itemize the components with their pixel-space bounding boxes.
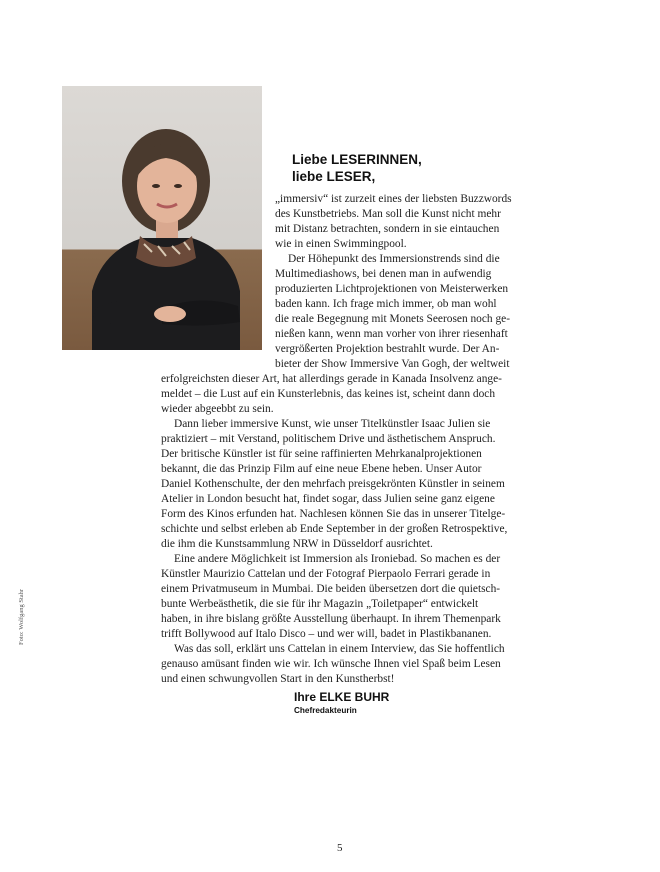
body-line: Daniel Kothenschulte, der den mehrfach preisgekrönten Künstler in seinem bbox=[161, 478, 505, 490]
body-line: praktiziert – mit Verstand, politischem Drive und ästhetischem Anspruch. bbox=[161, 433, 496, 445]
body-line: des Kunstbetriebs. Man soll die Kunst nicht mehr bbox=[275, 208, 501, 220]
body-line: bieter der Show Immersive Van Gogh, der weltweit bbox=[275, 358, 510, 370]
body-line: Form des Kinos erfunden hat. Nachlesen können Sie das in unserer Titelge- bbox=[161, 508, 506, 520]
body-line: Der britische Künstler ist für seine raffinierten Mehrkanalprojektionen bbox=[161, 448, 482, 460]
body-line: mit Distanz betrachten, sondern in sie eintauchen bbox=[275, 223, 500, 235]
greeting-line-1: Liebe LESERINNEN, bbox=[292, 152, 422, 167]
body-line: erfolgreichsten dieser Art, hat allerdings gerade in Kanada Insolvenz ange- bbox=[161, 373, 502, 385]
body-line: wieder abgeebbt zu sein. bbox=[161, 403, 274, 415]
body-line: Künstler Maurizio Cattelan und der Fotograf Pierpaolo Ferrari gerade in bbox=[161, 568, 491, 580]
body-line: Atelier in London besucht hat, findet sogar, dass Julien seine ganz eigene bbox=[161, 493, 495, 505]
author-photo bbox=[62, 86, 262, 350]
body-line: Der Höhepunkt des Immersionstrends sind die bbox=[288, 253, 500, 265]
body-line: haben, in ihre bislang größte Ausstellung überhaupt. In ihrem Themenpark bbox=[161, 613, 501, 625]
body-line: meldet – die Lust auf ein Kunsterlebnis, das keines ist, scheint dann doch bbox=[161, 388, 496, 400]
body-line: Multimediashows, bei denen man in aufwendig bbox=[275, 268, 492, 280]
body-line: nießen kann, wenn man vorher von ihrer riesenhaft bbox=[275, 328, 508, 340]
body-line: die ihm die Kunstsammlung NRW in Düsseldorf ausrichtet. bbox=[161, 538, 433, 550]
body-line: Dann lieber immersive Kunst, wie unser Titelkünstler Isaac Julien sie bbox=[174, 418, 491, 430]
body-line: produzierten Lichtprojektionen von Meisterwerken bbox=[275, 283, 509, 295]
body-line: trifft Bollywood auf Italo Disco – und wer will, badet in Plastikbananen. bbox=[161, 628, 492, 640]
body-line: wie in einen Swimmingpool. bbox=[275, 238, 407, 250]
body-line: und einen schwungvollen Start in den Kunstherbst! bbox=[161, 673, 395, 685]
body-line: Was das soll, erklärt uns Cattelan in einem Interview, das Sie hoffentlich bbox=[174, 643, 505, 655]
body-line: schichte und selbst erleben ab Ende September in der großen Retrospektive, bbox=[161, 523, 508, 535]
body-line: einem Privatmuseum in Mumbai. Die beiden übersetzen dort die quietsch- bbox=[161, 583, 501, 595]
body-line: bunte Werbeästhetik, die sie für ihr Magazin „Toiletpaper“ entwickelt bbox=[161, 598, 479, 610]
body-line: baden kann. Ich frage mich immer, ob man wohl bbox=[275, 298, 497, 310]
body-line: bekannt, die das Prinzip Film auf eine neue Ebene heben. Unser Autor bbox=[161, 463, 482, 475]
body-line: „immersiv“ ist zurzeit eines der liebsten Buzzwords bbox=[275, 193, 512, 205]
body-line: Eine andere Möglichkeit ist Immersion als Ironiebad. So machen es der bbox=[174, 553, 501, 565]
body-line: vergrößerten Projektion bestrahlt wurde. Der An- bbox=[275, 343, 500, 355]
portrait-illustration bbox=[62, 86, 262, 350]
signature-title: Chefredakteurin bbox=[294, 706, 357, 715]
page-number: 5 bbox=[337, 842, 343, 854]
photo-credit: Foto: Wolfgang Stahr bbox=[18, 588, 25, 645]
body-line: genauso amüsant finden wie wir. Ich wünsche Ihnen viel Spaß beim Lesen bbox=[161, 658, 501, 670]
body-line: die reale Begegnung mit Monets Seerosen noch ge- bbox=[275, 313, 511, 325]
greeting-line-2: liebe LESER, bbox=[292, 169, 376, 184]
greeting-heading bbox=[292, 151, 422, 185]
signature-name: Ihre ELKE BUHR bbox=[294, 690, 390, 704]
